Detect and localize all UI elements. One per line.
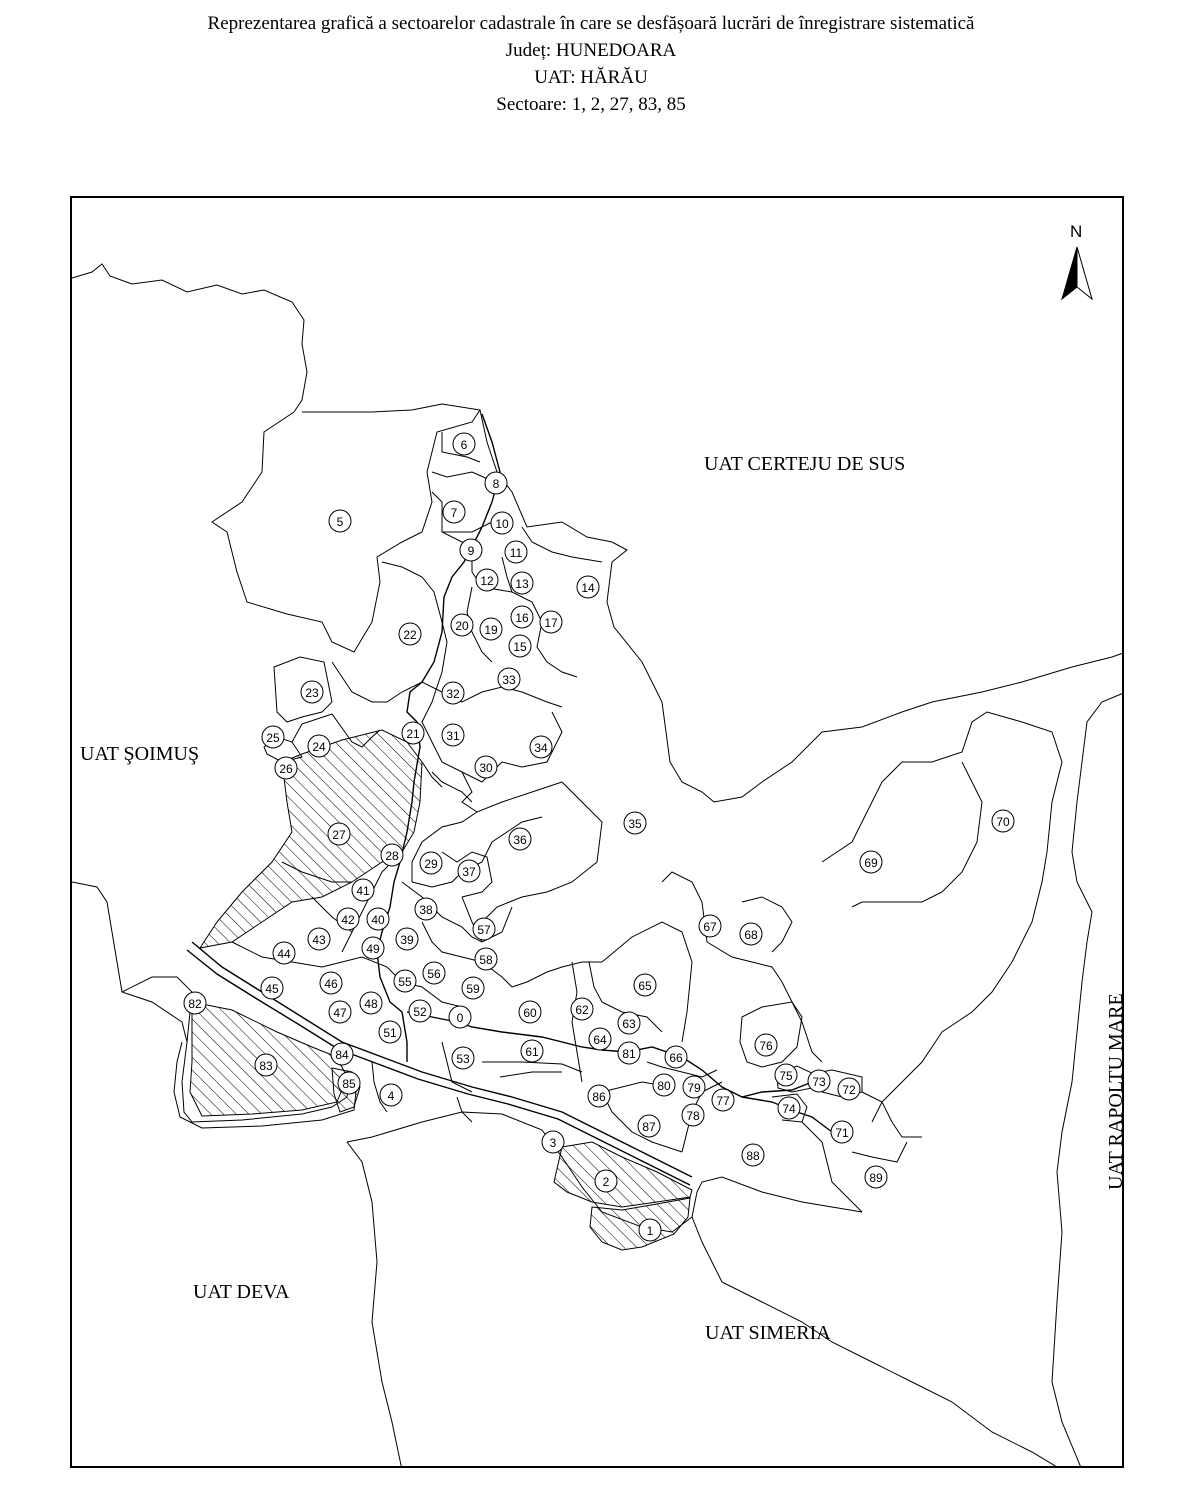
uat-certeju-label: UAT CERTEJU DE SUS xyxy=(704,453,906,475)
sector-number-11: 11 xyxy=(509,546,523,560)
sector-number-4: 4 xyxy=(387,1089,395,1103)
sector-number-28: 28 xyxy=(385,849,399,863)
sector-label-37 xyxy=(458,860,480,882)
sector-number-10: 10 xyxy=(495,517,509,531)
sector-label-51 xyxy=(379,1021,401,1043)
sector-label-40 xyxy=(367,908,389,930)
sector-label-38 xyxy=(415,898,437,920)
north-label: N xyxy=(1070,222,1083,241)
uat-rapoltu-label: UAT RAPOLTU MARE xyxy=(1105,993,1127,1190)
sector-number-46: 46 xyxy=(324,977,338,991)
sector-label-2 xyxy=(595,1170,617,1192)
sector-label-61 xyxy=(521,1040,543,1062)
sector-label-49 xyxy=(362,937,384,959)
sector-number-88: 88 xyxy=(746,1149,760,1163)
sector-label-12 xyxy=(476,569,498,591)
sector-label-45 xyxy=(261,977,283,999)
sector-label-0 xyxy=(449,1006,471,1028)
sector-number-29: 29 xyxy=(424,857,438,871)
sector-number-30: 30 xyxy=(479,761,493,775)
sector-number-3: 3 xyxy=(549,1136,557,1150)
uat-line: UAT: HĂRĂU xyxy=(534,67,648,88)
sector-number-86: 86 xyxy=(592,1090,606,1104)
sector-label-9 xyxy=(460,539,482,561)
sector-label-65 xyxy=(634,974,656,996)
sector-number-23: 23 xyxy=(305,686,319,700)
sector-number-79: 79 xyxy=(687,1081,701,1095)
sector-label-56 xyxy=(423,962,445,984)
sector-number-81: 81 xyxy=(622,1047,636,1061)
sector-number-77: 77 xyxy=(716,1094,730,1108)
sector-number-73: 73 xyxy=(812,1075,826,1089)
sector-number-76: 76 xyxy=(759,1039,773,1053)
sector-number-42: 42 xyxy=(341,913,355,927)
sector-number-58: 58 xyxy=(479,953,493,967)
sector-label-8 xyxy=(485,472,507,494)
sector-label-14 xyxy=(577,576,599,598)
sector-number-0: 0 xyxy=(456,1011,464,1025)
sector-number-22: 22 xyxy=(403,628,417,642)
sector-label-79 xyxy=(683,1076,705,1098)
sector-number-25: 25 xyxy=(266,731,280,745)
sector-number-87: 87 xyxy=(642,1120,656,1134)
sector-number-60: 60 xyxy=(523,1006,537,1020)
sector-label-74 xyxy=(778,1097,800,1119)
sector-label-39 xyxy=(396,928,418,950)
sector-number-33: 33 xyxy=(502,673,516,687)
sector-label-5 xyxy=(329,510,351,532)
north-arrow-icon xyxy=(1062,222,1092,299)
uat-soimus-label: UAT ŞOIMUŞ xyxy=(80,743,200,765)
sector-label-88 xyxy=(742,1144,764,1166)
sector-label-36 xyxy=(509,828,531,850)
sector-label-84 xyxy=(331,1043,353,1065)
sector-number-71: 71 xyxy=(835,1126,849,1140)
sector-label-29 xyxy=(420,852,442,874)
sector-label-13 xyxy=(511,572,533,594)
map-header xyxy=(0,10,1182,118)
sector-label-6 xyxy=(453,433,475,455)
sector-number-85: 85 xyxy=(342,1077,356,1091)
sector-label-53 xyxy=(452,1047,474,1069)
sector-number-45: 45 xyxy=(265,982,279,996)
sector-number-59: 59 xyxy=(466,982,480,996)
sector-number-75: 75 xyxy=(779,1069,793,1083)
sector-number-51: 51 xyxy=(383,1026,397,1040)
sector-label-47 xyxy=(329,1001,351,1023)
sector-number-36: 36 xyxy=(513,833,527,847)
map-frame xyxy=(70,196,1127,1468)
sector-label-76 xyxy=(755,1034,777,1056)
sector-label-17 xyxy=(540,611,562,633)
sector-number-38: 38 xyxy=(419,903,433,917)
sector-number-70: 70 xyxy=(996,815,1010,829)
sector-number-65: 65 xyxy=(638,979,652,993)
sector-label-68 xyxy=(740,923,762,945)
sector-number-16: 16 xyxy=(515,611,529,625)
sector-number-68: 68 xyxy=(744,928,758,942)
sector-number-41: 41 xyxy=(356,884,370,898)
sector-number-82: 82 xyxy=(188,997,202,1011)
sector-number-26: 26 xyxy=(279,762,293,776)
sector-label-78 xyxy=(682,1104,704,1126)
sector-number-62: 62 xyxy=(575,1003,589,1017)
sector-number-20: 20 xyxy=(455,619,469,633)
sector-label-73 xyxy=(808,1070,830,1092)
sector-number-48: 48 xyxy=(364,997,378,1011)
sector-label-59 xyxy=(462,977,484,999)
sector-label-23 xyxy=(301,681,323,703)
sector-number-37: 37 xyxy=(462,865,476,879)
sector-label-66 xyxy=(665,1046,687,1068)
sector-1-area xyxy=(590,1198,690,1250)
sector-number-69: 69 xyxy=(864,856,878,870)
sector-label-22 xyxy=(399,623,421,645)
sector-label-72 xyxy=(838,1078,860,1100)
sector-label-34 xyxy=(530,736,552,758)
sector-number-72: 72 xyxy=(842,1083,856,1097)
sector-number-49: 49 xyxy=(366,942,380,956)
sector-label-33 xyxy=(498,668,520,690)
sector-label-57 xyxy=(473,918,495,940)
sector-label-30 xyxy=(475,756,497,778)
sector-number-47: 47 xyxy=(333,1006,347,1020)
sector-number-14: 14 xyxy=(581,581,595,595)
sector-label-60 xyxy=(519,1001,541,1023)
sector-label-42 xyxy=(337,908,359,930)
sector-number-78: 78 xyxy=(686,1109,700,1123)
sector-label-21 xyxy=(402,722,424,744)
sector-label-4 xyxy=(380,1084,402,1106)
sector-number-21: 21 xyxy=(406,727,420,741)
sector-label-24 xyxy=(308,735,330,757)
uat-simeria-label: UAT SIMERIA xyxy=(705,1322,831,1344)
sector-number-44: 44 xyxy=(277,947,291,961)
sector-label-89 xyxy=(865,1166,887,1188)
sector-label-19 xyxy=(480,618,502,640)
sector-number-80: 80 xyxy=(657,1079,671,1093)
sector-number-19: 19 xyxy=(484,623,498,637)
sector-label-27 xyxy=(328,823,350,845)
map-title: Reprezentarea grafică a sectoarelor cadastrale în care se desfășoară lucrări de înregistrare sistematică xyxy=(207,13,975,34)
sector-label-44 xyxy=(273,942,295,964)
sector-number-89: 89 xyxy=(869,1171,883,1185)
sector-number-57: 57 xyxy=(477,923,491,937)
sector-label-75 xyxy=(775,1064,797,1086)
sectors-line: Sectoare: 1, 2, 27, 83, 85 xyxy=(496,94,686,115)
sector-number-8: 8 xyxy=(492,477,500,491)
sector-label-43 xyxy=(308,928,330,950)
sector-number-67: 67 xyxy=(703,920,717,934)
sector-number-61: 61 xyxy=(525,1045,539,1059)
sector-label-15 xyxy=(509,635,531,657)
sector-label-41 xyxy=(352,879,374,901)
uat-deva-label: UAT DEVA xyxy=(193,1281,290,1303)
cadastral-map xyxy=(70,196,1127,1468)
sector-number-12: 12 xyxy=(480,574,494,588)
sector-number-74: 74 xyxy=(782,1102,796,1116)
sector-label-3 xyxy=(542,1131,564,1153)
sector-label-82 xyxy=(184,992,206,1014)
sector-number-40: 40 xyxy=(371,913,385,927)
sector-number-13: 13 xyxy=(515,577,529,591)
sector-label-64 xyxy=(589,1028,611,1050)
sector-label-80 xyxy=(653,1074,675,1096)
sector-label-1 xyxy=(639,1219,661,1241)
sector-label-63 xyxy=(618,1012,640,1034)
sector-number-27: 27 xyxy=(332,828,346,842)
sector-label-58 xyxy=(475,948,497,970)
sector-label-35 xyxy=(624,812,646,834)
sector-number-24: 24 xyxy=(312,740,326,754)
sector-number-66: 66 xyxy=(669,1051,683,1065)
sector-number-6: 6 xyxy=(460,438,468,452)
sector-label-83 xyxy=(255,1054,277,1076)
sector-label-46 xyxy=(320,972,342,994)
sector-number-7: 7 xyxy=(450,506,458,520)
sector-label-26 xyxy=(275,757,297,779)
sector-number-34: 34 xyxy=(534,741,548,755)
sector-label-52 xyxy=(409,1000,431,1022)
sector-label-71 xyxy=(831,1121,853,1143)
sector-number-31: 31 xyxy=(446,729,460,743)
sector-label-81 xyxy=(618,1042,640,1064)
sector-label-31 xyxy=(442,724,464,746)
sector-label-7 xyxy=(443,501,465,523)
sector-number-55: 55 xyxy=(398,975,412,989)
sector-label-69 xyxy=(860,851,882,873)
sector-number-1: 1 xyxy=(646,1224,654,1238)
sector-number-64: 64 xyxy=(593,1033,607,1047)
sector-number-35: 35 xyxy=(628,817,642,831)
sector-label-16 xyxy=(511,606,533,628)
sector-number-9: 9 xyxy=(467,544,475,558)
sector-label-70 xyxy=(992,810,1014,832)
sector-number-84: 84 xyxy=(335,1048,349,1062)
sector-number-2: 2 xyxy=(602,1175,610,1189)
sector-label-32 xyxy=(442,682,464,704)
sector-number-53: 53 xyxy=(456,1052,470,1066)
sector-label-86 xyxy=(588,1085,610,1107)
sector-label-25 xyxy=(262,726,284,748)
sector-number-43: 43 xyxy=(312,933,326,947)
sector-number-56: 56 xyxy=(427,967,441,981)
sector-label-67 xyxy=(699,915,721,937)
sector-label-10 xyxy=(491,512,513,534)
sector-label-85 xyxy=(338,1072,360,1094)
sector-number-52: 52 xyxy=(413,1005,427,1019)
sector-label-28 xyxy=(381,844,403,866)
sector-number-39: 39 xyxy=(400,933,414,947)
county-line: Județ: HUNEDOARA xyxy=(505,40,677,61)
sector-label-11 xyxy=(505,541,527,563)
sector-number-63: 63 xyxy=(622,1017,636,1031)
sector-label-77 xyxy=(712,1089,734,1111)
sector-number-83: 83 xyxy=(259,1059,273,1073)
sector-label-48 xyxy=(360,992,382,1014)
sector-number-15: 15 xyxy=(513,640,527,654)
sector-number-32: 32 xyxy=(446,687,460,701)
sector-label-55 xyxy=(394,970,416,992)
sector-label-62 xyxy=(571,998,593,1020)
sector-label-87 xyxy=(638,1115,660,1137)
sector-number-17: 17 xyxy=(544,616,558,630)
sector-number-5: 5 xyxy=(336,515,344,529)
sector-label-20 xyxy=(451,614,473,636)
